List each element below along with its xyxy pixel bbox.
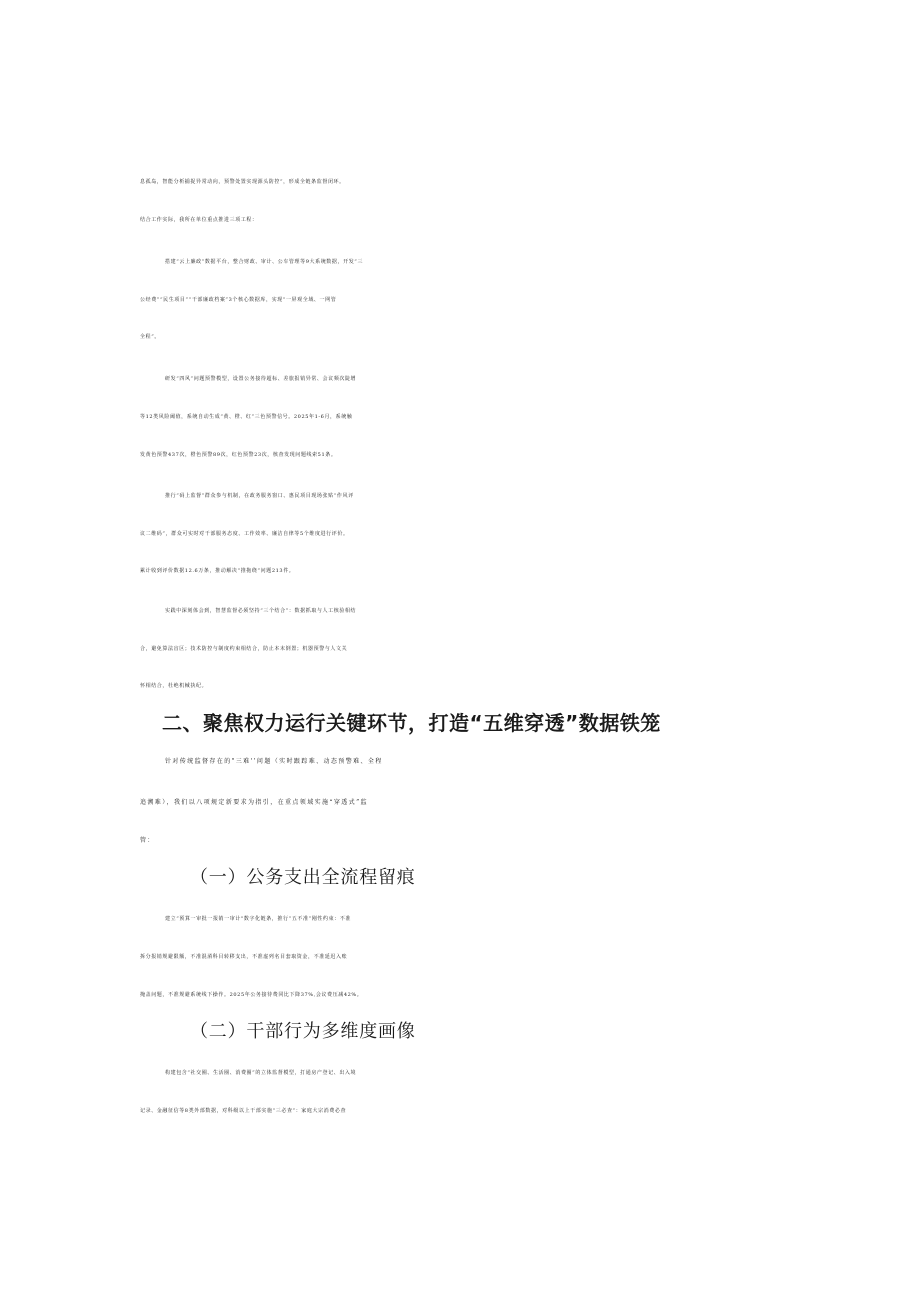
body-line: 建立“预算一审批一报销一审计"数字化链条，推行“五不准”刚性约束：不准 [165,916,351,922]
body-line: 公经费”“民生项目”“干部廉政档案”3个核心数据库，实现“一屏观全域、一网管 [140,297,337,303]
section-heading: 二、聚焦权力运行关键环节，打造“五维穿透”数据铁笼 [162,711,661,735]
body-line: 管： [140,837,155,844]
body-line: 全程”。 [140,334,160,340]
body-line: 追溯难），我们以八项规定新要求为指引，在重点领域实施“穿透式”监 [140,799,368,806]
body-line: 推行“码上监督”群众参与机制，在政务服务窗口、惠民项目现场张贴“作风评 [165,493,354,499]
body-line: 议二维码”，群众可实时对干部服务态度、工作效率、廉洁自律等5个维度进行评价。 [140,531,349,537]
body-line: 怀相结合，杜绝机械执纪。 [140,683,208,689]
body-line: 构建包含“社交圈、生活圈、消费圈”的立体监督模型，打通房产登记、出入境 [165,1070,357,1076]
body-line: 研发“四风”问题预警模型，设置公务接待超标、差旅报销异常、会议频次陡增 [165,376,357,382]
subsection-heading: （一）公务支出全流程留痕 [190,867,416,888]
body-line: 记录、金融征信等8类外部数据，对科级以上干部实施“三必查”：家庭大宗消费必查 [140,1108,347,1114]
body-line: 实践中深刻体会到，智慧监督必须坚持“三个结合”：数据抓取与人工核验相结 [165,608,357,614]
body-line: 针对传统监督存在的"三难'’问题（实时跟踪难、动态预警难、全程 [165,758,383,765]
body-line: 发黄色预警437次，橙色预警89次，红色预警23次，核查发现问题线索51条。 [140,452,337,458]
body-line: 拆分报销规避限额，不准混淆科目转移支出，不准虚列名目套取资金，不准延迟入账 [140,954,348,960]
body-line: 等12类风险阈值，系统自动生成“黄、橙、红”三色预警信号。2025年1-6月，系统触 [140,414,353,420]
body-line: 搭建“云上廉政”数据平台，整合财政、审计、公车管理等9大系统数据，开发“三 [165,259,364,265]
body-line: 息孤岛，智能分析捕捉异常动向，预警处置实现源头防控”，形成全链条监督闭环。 [140,179,345,185]
body-line: 累计收到评价数据12.6万条，推动解决“推拖绕”问题213件。 [140,568,295,574]
body-line: 结合工作实际，我所在单位重点推进三项工程： [140,217,258,223]
subsection-heading: （二）干部行为多维度画像 [190,1021,416,1042]
body-line: 合，避免算法盲区；技术防控与制度约束相结合，防止本末倒置；机器预警与人文关 [140,646,348,652]
body-line: 掩盖问题，不准规避系统线下操作。2025年公务接待费同比下降37%,会议费压减42%。 [140,992,363,998]
